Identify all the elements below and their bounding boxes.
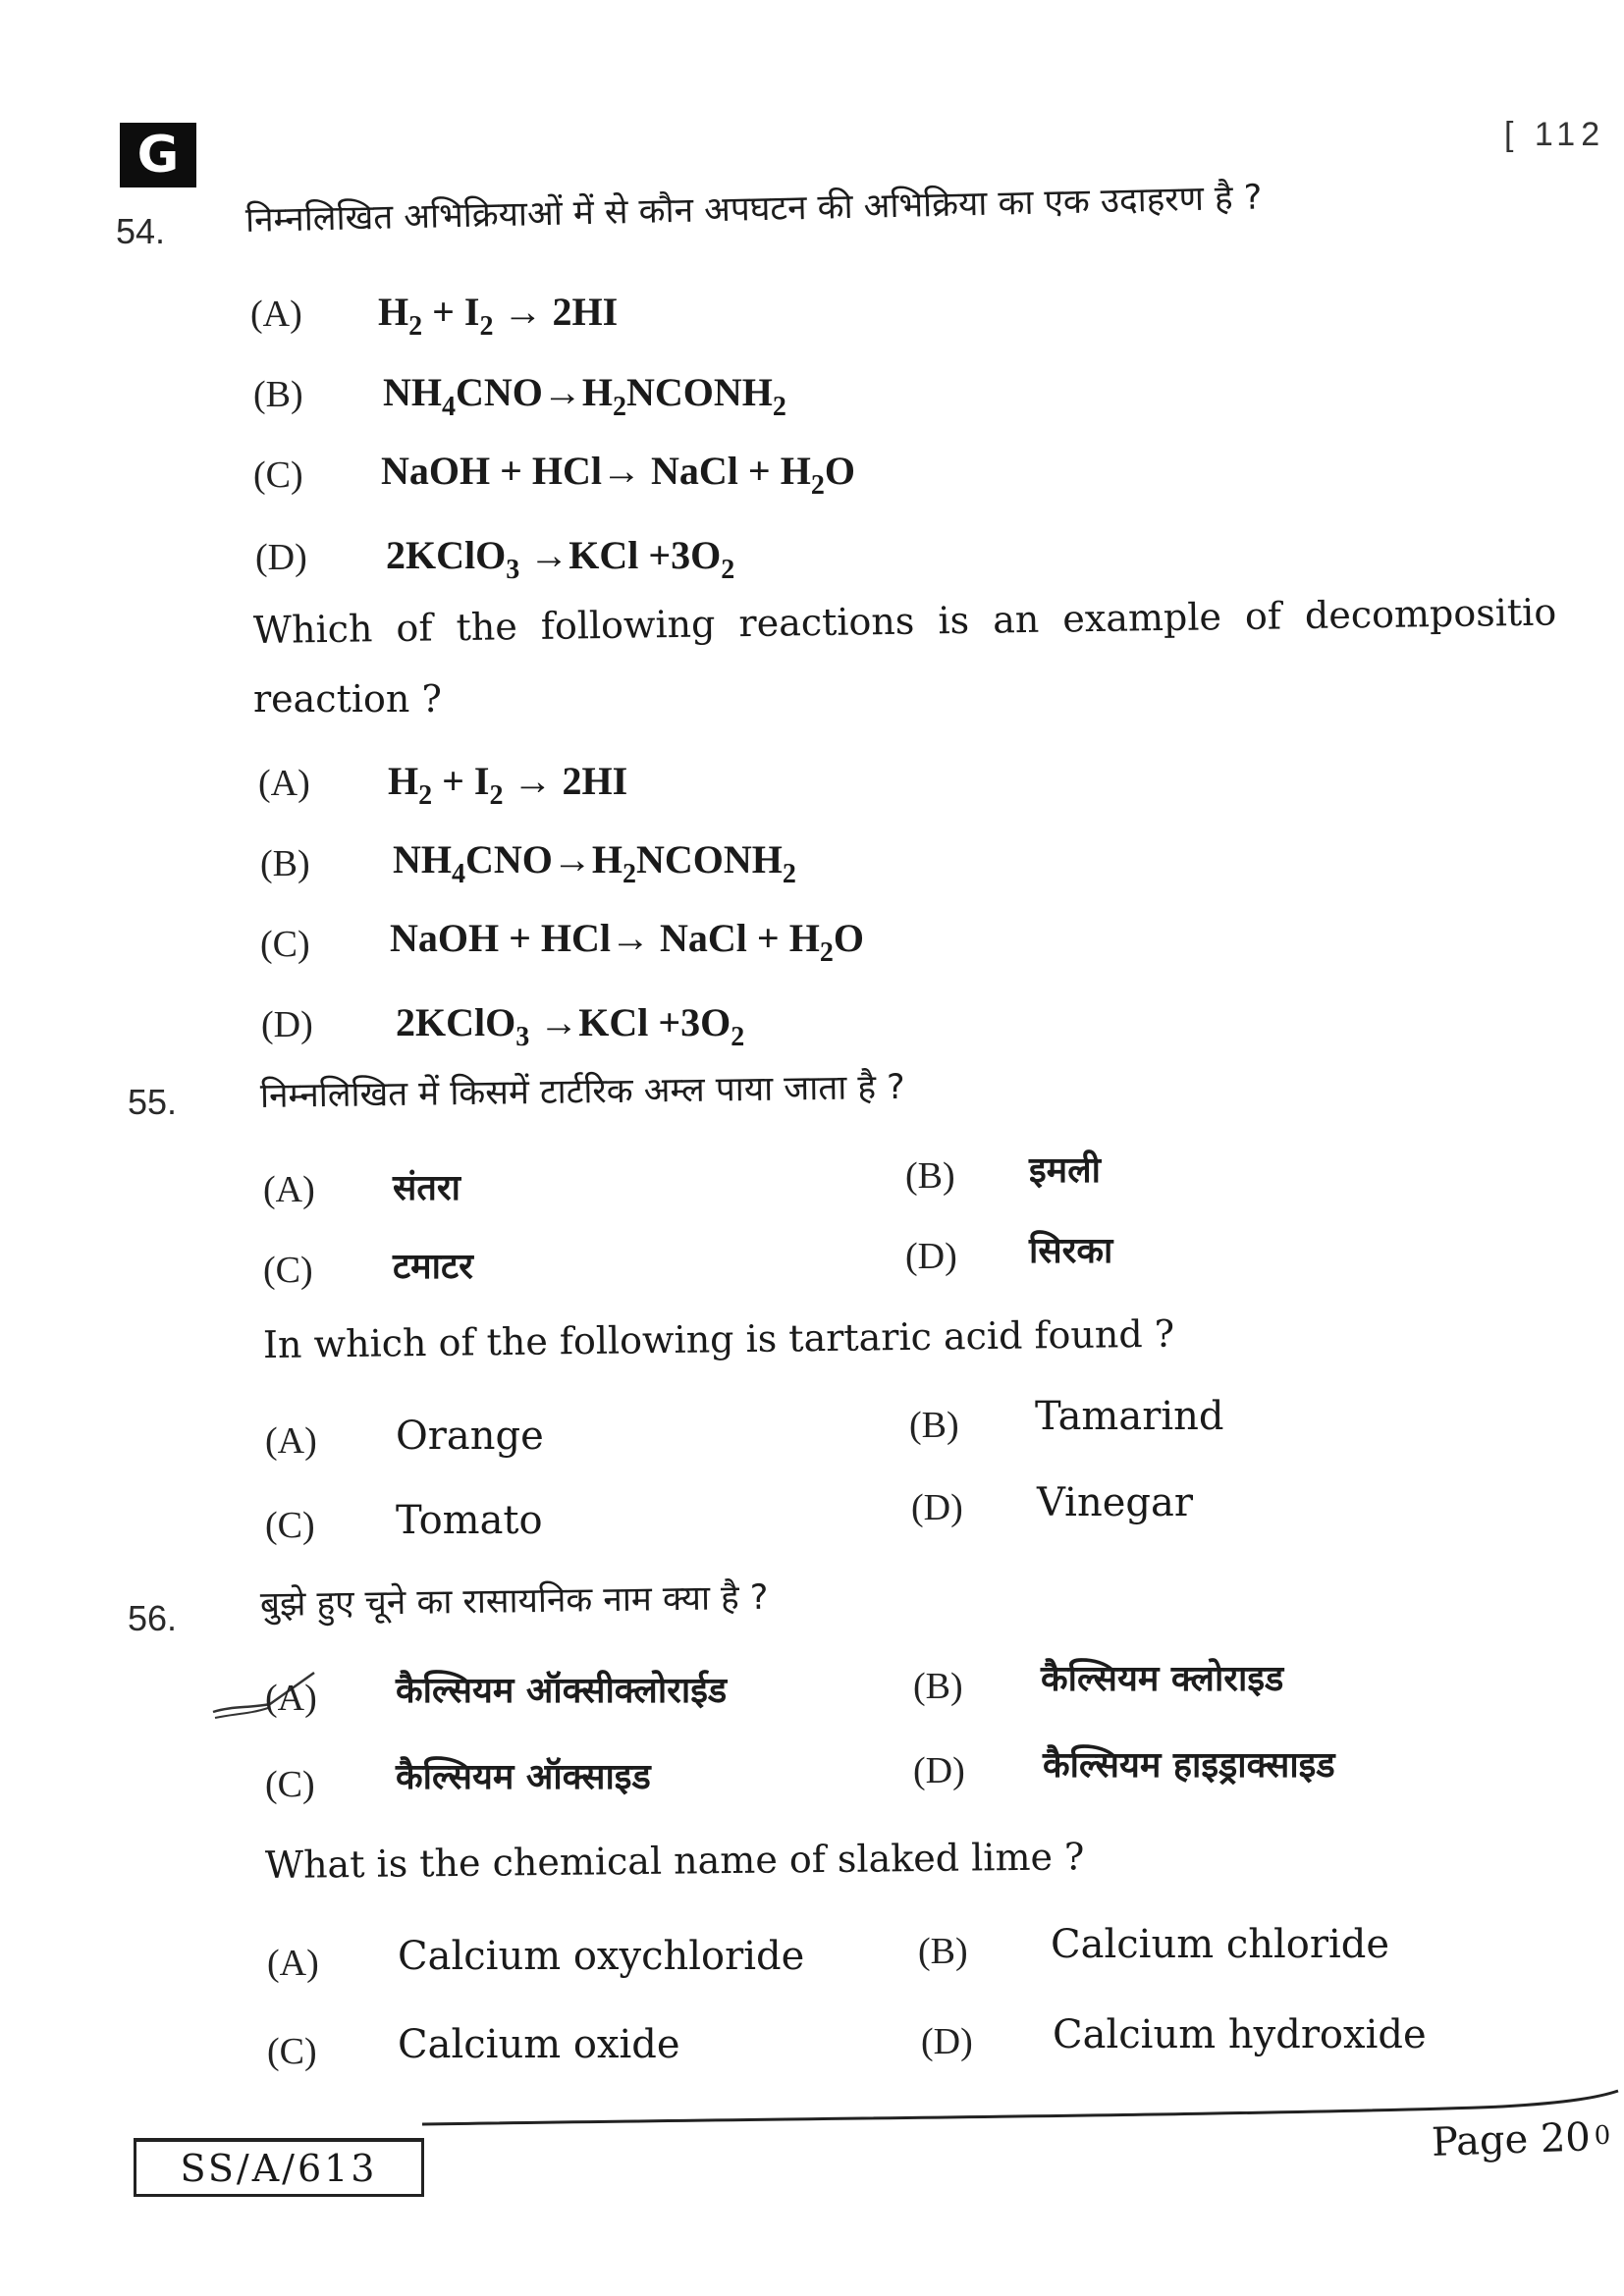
q55-hi-option-b-label: (B): [905, 1155, 955, 1197]
q55-en-option-d-label: (D): [911, 1487, 963, 1528]
q56-hi-option-b[interactable]: कैल्सियम क्लोराइड: [1041, 1659, 1284, 1699]
q56-en-option-c-label: (C): [267, 2031, 317, 2072]
q55-hi-option-c[interactable]: टमाटर: [393, 1247, 473, 1287]
q54-hi-option-a[interactable]: $H_2 + I_2 \to 2HI$: [378, 290, 619, 342]
question-54-english-line1: Which of the following reactions is an example of decompositio: [252, 590, 1557, 652]
q54-hi-option-c-label: (C): [253, 454, 303, 496]
question-number-55: 55.: [128, 1082, 178, 1122]
q54-hi-option-b-label: (B): [253, 374, 303, 415]
page-mark: [ 112: [1504, 116, 1606, 153]
q56-en-option-b[interactable]: Calcium chloride: [1051, 1922, 1390, 1967]
q54-en-option-a[interactable]: $H_2 + I_2 \to 2HI$: [388, 759, 628, 811]
paper-code-box: SS/A/613: [134, 2138, 424, 2197]
q55-hi-option-c-label: (C): [263, 1250, 313, 1291]
set-code-badge: G: [120, 123, 196, 187]
q54-hi-option-d[interactable]: 2KClO$_3$ $\to KCl +3O_2$: [386, 533, 735, 585]
q56-en-option-a-label: (A): [267, 1943, 319, 1984]
q54-hi-option-c[interactable]: NaOH + HCl→ NaCl + $H_2O$: [381, 449, 855, 501]
q56-hi-option-a[interactable]: कैल्सियम ऑक्सीक्लोराईड: [396, 1671, 728, 1711]
q55-en-option-b-label: (B): [909, 1405, 959, 1446]
q55-en-option-b[interactable]: Tamarind: [1035, 1394, 1224, 1439]
q56-hi-option-c[interactable]: कैल्सियम ऑक्साइड: [396, 1757, 651, 1797]
question-54-hindi: निम्नलिखित अभिक्रियाओं में से कौन अपघटन की अभिक्रिया का एक उदाहरण है ?: [244, 178, 1263, 240]
page-suffix: 0: [1594, 2120, 1611, 2152]
q55-en-option-a[interactable]: Orange: [396, 1414, 544, 1459]
q56-en-option-d-label: (D): [921, 2021, 973, 2062]
question-56-english: What is the chemical name of slaked lime ?: [264, 1835, 1085, 1887]
q55-en-option-c-label: (C): [265, 1505, 315, 1546]
q55-en-option-a-label: (A): [265, 1420, 317, 1462]
question-number-56: 56.: [128, 1598, 178, 1638]
q56-hi-option-d[interactable]: कैल्सियम हाइड्राक्साइड: [1043, 1745, 1335, 1786]
q54-hi-option-b[interactable]: $NH_4CNO\to H_2NCONH_2$: [383, 370, 786, 422]
q55-en-option-d[interactable]: Vinegar: [1037, 1480, 1193, 1525]
question-56-hindi: बुझे हुए चूने का रासायनिक नाम क्या है ?: [259, 1577, 769, 1625]
q54-en-option-b[interactable]: $NH_4CNO\to H_2NCONH_2$: [393, 837, 796, 889]
q56-hi-option-c-label: (C): [265, 1764, 315, 1805]
q55-hi-option-d-label: (D): [905, 1236, 957, 1277]
q56-hi-option-a-label: (A): [265, 1678, 317, 1719]
q54-hi-option-a-label: (A): [250, 294, 302, 335]
q54-en-option-a-label: (A): [258, 763, 310, 804]
q54-en-option-b-label: (B): [260, 843, 310, 884]
q54-en-option-d-label: (D): [261, 1004, 313, 1045]
q56-hi-option-d-label: (D): [913, 1750, 965, 1791]
q54-en-option-d[interactable]: 2KClO$_3$ $\to KCl +3O_2$: [396, 1000, 745, 1052]
q56-en-option-c[interactable]: Calcium oxide: [398, 2022, 680, 2067]
question-55-english: In which of the following is tartaric acid found ?: [262, 1311, 1175, 1366]
page-label: Page 20: [1431, 2114, 1592, 2165]
q56-hi-option-b-label: (B): [913, 1666, 963, 1707]
question-55-hindi: निम्नलिखित में किसमें टार्टरिक अम्ल पाया जाता है ?: [259, 1067, 906, 1116]
q55-hi-option-d[interactable]: सिरका: [1029, 1231, 1113, 1271]
q54-hi-option-d-label: (D): [255, 537, 307, 578]
q54-en-option-c-label: (C): [260, 924, 310, 965]
q55-hi-option-b[interactable]: इमली: [1029, 1150, 1101, 1191]
q54-en-option-c[interactable]: NaOH + HCl→ NaCl + $H_2O$: [390, 916, 864, 968]
q56-en-option-a[interactable]: Calcium oxychloride: [398, 1934, 805, 1979]
q56-en-option-b-label: (B): [918, 1931, 968, 1972]
question-54-english-line2: reaction ?: [253, 677, 442, 721]
q56-en-option-d[interactable]: Calcium hydroxide: [1053, 2012, 1427, 2057]
question-number-54: 54.: [116, 211, 166, 251]
page-number: [1431, 2114, 1611, 2165]
q55-hi-option-a[interactable]: संतरा: [393, 1168, 460, 1208]
q55-hi-option-a-label: (A): [263, 1169, 315, 1210]
q55-en-option-c[interactable]: Tomato: [396, 1498, 543, 1543]
